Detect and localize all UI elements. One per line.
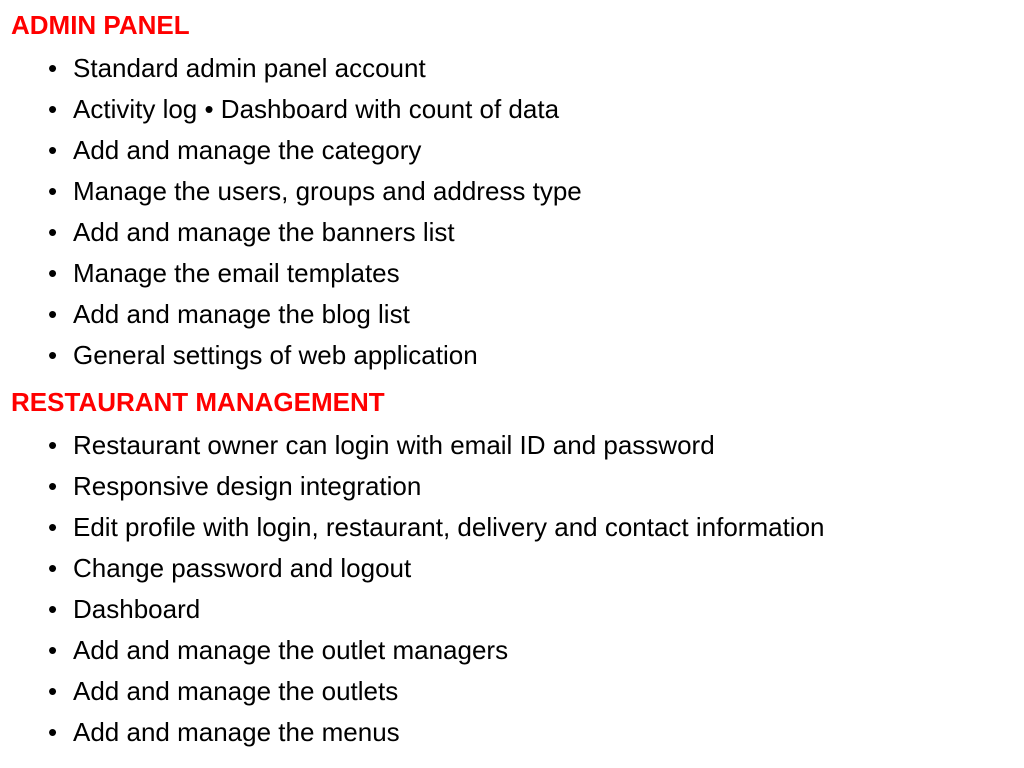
list-item [48,130,582,171]
list-item [48,712,825,753]
list-item [48,212,582,253]
bullet-icon: • [48,258,58,288]
list-item-text: Responsive design integration [73,471,422,501]
admin-panel-heading: ADMIN PANEL [11,10,190,40]
list-item [48,425,825,466]
list-item-text: Add and manage the menus [73,717,400,747]
bullet-icon: • [48,553,58,583]
list-item-text: Dashboard [73,594,201,624]
bullet-icon: • [48,94,58,124]
list-item-text: Edit profile with login, restaurant, delivery and contact information [73,512,825,542]
bullet-icon: • [48,635,58,665]
list-item [48,507,825,548]
list-item-text: Manage the users, groups and address type [73,176,582,206]
list-item-text: Activity log • Dashboard with count of data [73,94,560,124]
list-item-text: Add and manage the banners list [73,217,455,247]
list-item [48,89,582,130]
bullet-icon: • [48,53,58,83]
restaurant-management-heading: RESTAURANT MANAGEMENT [11,387,385,417]
list-item-text: Standard admin panel account [73,53,426,83]
list-item-text: Manage the email templates [73,258,400,288]
bullet-icon: • [48,512,58,542]
list-item-text: Change password and logout [73,553,412,583]
admin-panel-feature-list [48,48,582,376]
list-item [48,335,582,376]
list-item [48,466,825,507]
bullet-icon: • [48,471,58,501]
bullet-icon: • [48,430,58,460]
list-item [48,294,582,335]
restaurant-management-feature-list [48,425,825,753]
list-item-text: General settings of web application [73,340,478,370]
bullet-icon: • [48,299,58,329]
bullet-icon: • [48,340,58,370]
bullet-icon: • [48,176,58,206]
bullet-icon: • [48,135,58,165]
list-item-text: Add and manage the outlets [73,676,399,706]
list-item-text: Add and manage the blog list [73,299,410,329]
list-item [48,630,825,671]
list-item [48,253,582,294]
list-item [48,171,582,212]
list-item [48,589,825,630]
bullet-icon: • [48,594,58,624]
list-item-text: Add and manage the category [73,135,422,165]
list-item [48,48,582,89]
list-item [48,548,825,589]
list-item-text: Restaurant owner can login with email ID and password [73,430,715,460]
bullet-icon: • [48,217,58,247]
list-item [48,671,825,712]
bullet-icon: • [48,676,58,706]
bullet-icon: • [48,717,58,747]
list-item-text: Add and manage the outlet managers [73,635,509,665]
